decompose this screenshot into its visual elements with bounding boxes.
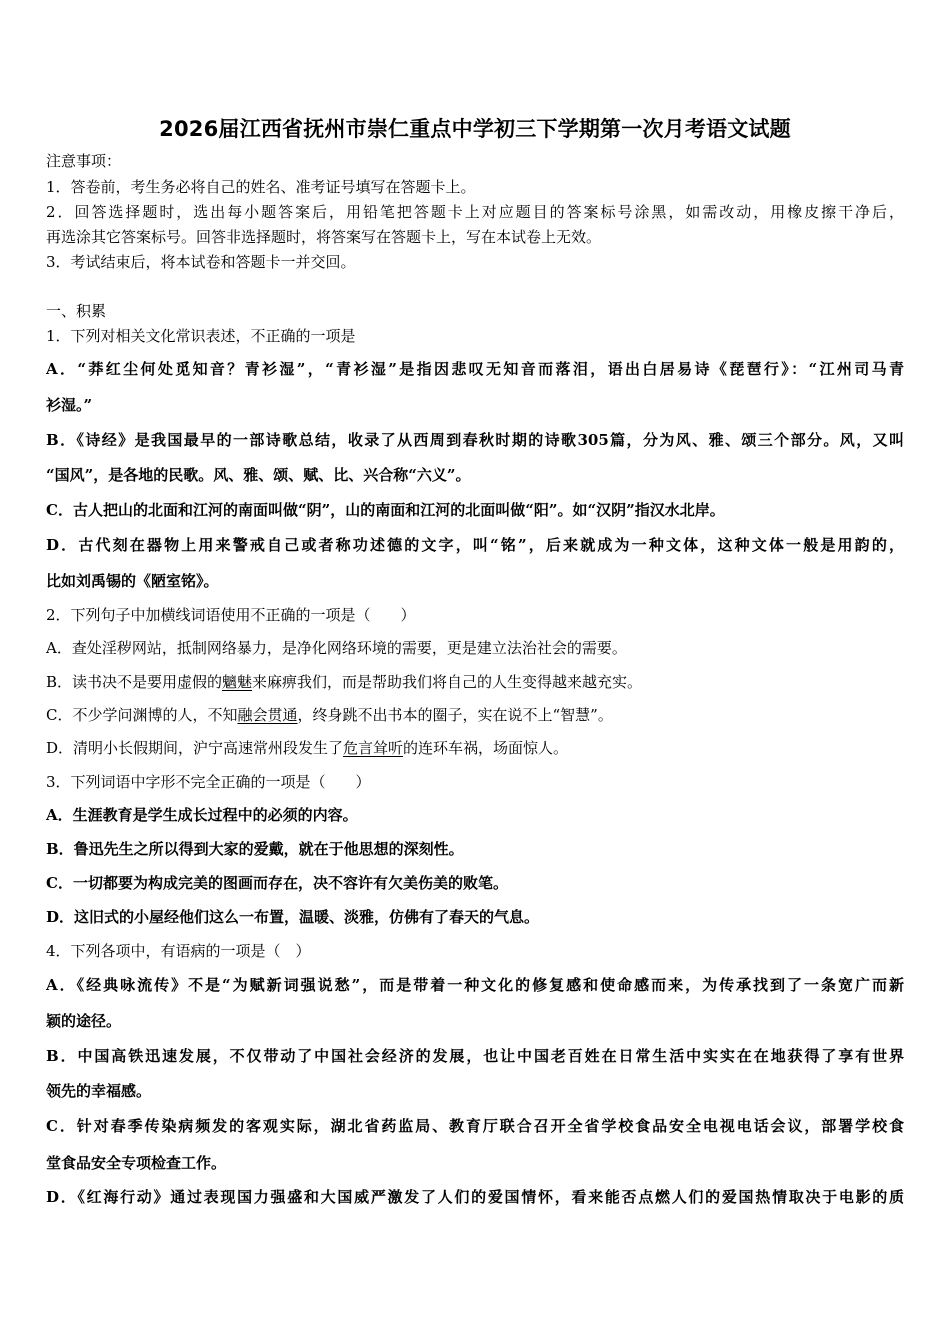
question-3-option-d: D．这旧式的小屋经他们这么一布置，温暖、淡雅，仿佛有了春天的气息。 [46, 908, 540, 926]
question-2-option-a: A．查处淫秽网站，抵制网络暴力，是净化网络环境的需要，更是建立法治社会的需要。 [46, 639, 627, 657]
question-4-option-c-line-1: C．针对春季传染病频发的客观实际，湖北省药监局、教育厅联合召开全省学校食品安全电视电话会议，部署学校食 [46, 1117, 904, 1135]
question-4-option-d-line-1: D．《红海行动》通过表现国力强盛和大国威严激发了人们的爱国情怀，看来能否点燃人们的爱国热情取决于电影的质 [46, 1188, 904, 1206]
underlined-word: 魑魅 [222, 673, 253, 691]
notice-item-2-line-2: 再选涂其它答案标号。回答非选择题时，将答案写在答题卡上，写在本试卷上无效。 [46, 228, 602, 246]
question-4-option-c-line-2: 堂食品安全专项检查工作。 [46, 1154, 227, 1172]
question-1-option-a-line-1: A．“莽红尘何处觅知音？青衫湿”，“青衫湿”是指因悲叹无知音而落泪，语出白居易诗《琵琶行》：“江州司马青 [46, 360, 904, 378]
question-3-option-b: B．鲁迅先生之所以得到大家的爱戴，就在于他思想的深刻性。 [46, 840, 464, 858]
question-2-stem: 2．下列句子中加横线词语使用不正确的一项是（ ） [46, 606, 416, 624]
question-4-option-a-line-2: 颖的途径。 [46, 1012, 122, 1030]
question-4-option-a-line-1: A．《经典咏流传》不是“为赋新词强说愁”，而是带着一种文化的修复感和使命感而来，为传承找到了一条宽广而新 [46, 976, 904, 994]
question-1-option-d-line-1: D．古代刻在器物上用来警戒自己或者称功述德的文字，叫“铭”，后来就成为一种文体，这种文体一般是用韵的， [46, 536, 904, 554]
section-heading: 一、积累 [46, 302, 107, 320]
question-4-option-b-line-1: B．中国高铁迅速发展，不仅带动了中国社会经济的发展，也让中国老百姓在日常生活中实实在在地获得了享有世界 [46, 1047, 904, 1065]
question-1-option-d-line-2: 比如刘禹锡的《陋室铭》。 [46, 572, 219, 590]
question-2-option-d: D．清明小长假期间，沪宁高速常州段发生了危言耸听的连环车祸，场面惊人。 [46, 739, 569, 757]
underlined-word: 融会贯通 [237, 706, 298, 724]
notice-item-3: 3．考试结束后，将本试卷和答题卡一并交回。 [46, 253, 356, 271]
question-4-option-b-line-2: 领先的幸福感。 [46, 1082, 152, 1100]
question-1-option-c: C．古人把山的北面和江河的南面叫做“阴”，山的南面和江河的北面叫做“阳”。如“汉阴”指汉水北岸。 [46, 501, 725, 519]
question-1-stem: 1．下列对相关文化常识表述，不正确的一项是 [46, 327, 356, 345]
underlined-word: 危言耸听 [343, 739, 404, 757]
question-2-option-c: C．不少学问渊博的人，不知融会贯通，终身跳不出书本的圈子，实在说不上“智慧”。 [46, 706, 613, 724]
question-2-option-b: B．读书决不是要用虚假的魑魅来麻痹我们，而是帮助我们将自己的人生变得越来越充实。 [46, 673, 643, 691]
notice-heading: 注意事项： [46, 152, 122, 170]
page-title: 2026届江西省抚州市崇仁重点中学初三下学期第一次月考语文试题 [159, 117, 791, 141]
question-3-stem: 3．下列词语中字形不完全正确的一项是（ ） [46, 773, 371, 791]
question-3-option-a: A．生涯教育是学生成长过程中的必须的内容。 [46, 806, 358, 824]
question-4-stem: 4．下列各项中，有语病的一项是（ ） [46, 942, 311, 960]
notice-item-2-line-1: 2．回答选择题时，选出每小题答案后，用铅笔把答题卡上对应题目的答案标号涂黑，如需改动，用橡皮擦干净后， [46, 203, 904, 221]
notice-item-1: 1．答卷前，考生务必将自己的姓名、准考证号填写在答题卡上。 [46, 178, 476, 196]
question-1-option-b-line-1: B．《诗经》是我国最早的一部诗歌总结，收录了从西周到春秋时期的诗歌305篇，分为风、雅、颂三个部分。风，又叫 [46, 431, 904, 449]
question-3-option-c: C．一切都要为构成完美的图画而存在，决不容许有欠美伤美的败笔。 [46, 874, 508, 892]
question-1-option-a-line-2: 衫湿。” [46, 396, 93, 414]
question-1-option-b-line-2: “国风”，是各地的民歌。风、雅、颂、赋、比、兴合称“六义”。 [46, 466, 471, 484]
